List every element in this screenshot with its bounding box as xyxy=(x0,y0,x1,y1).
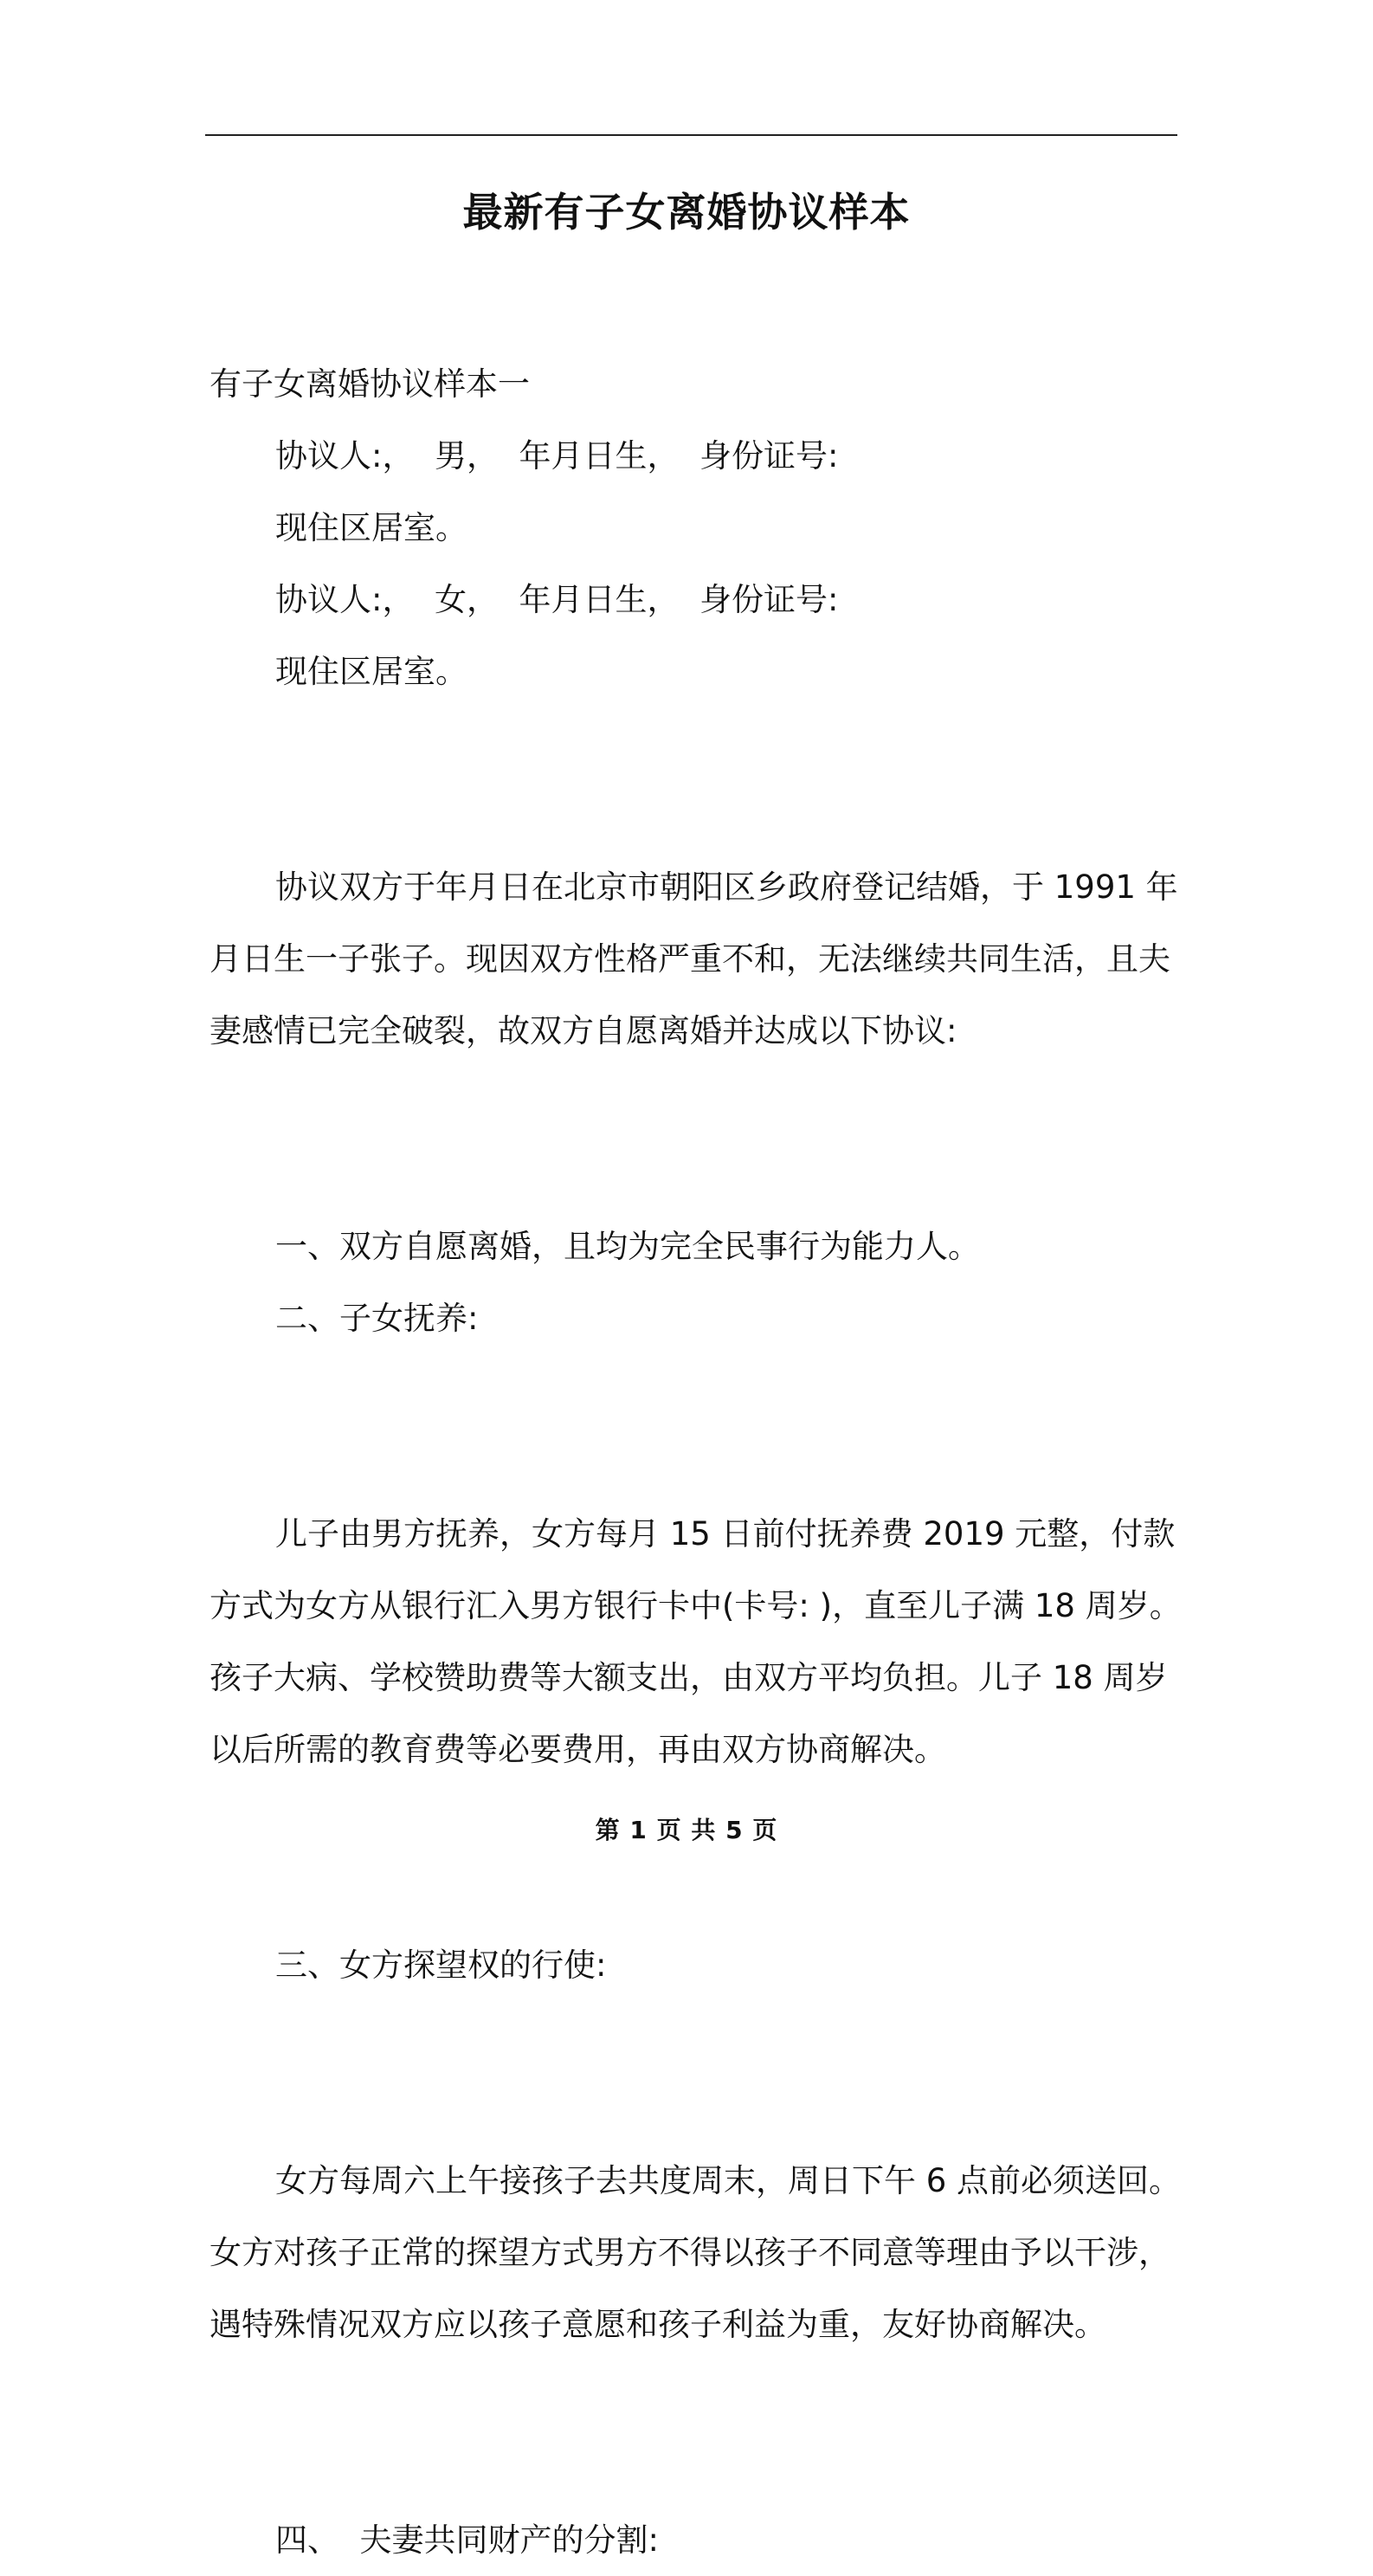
clause-3-line: 遇特殊情况双方应以孩子意愿和孩子利益为重，友好协商解决。 xyxy=(209,2306,1106,2343)
clause-3-line: 女方每周六上午接孩子去共度周末，周日下午 6 点前必须送回。 xyxy=(275,2162,1182,2199)
clause-3-line: 女方对孩子正常的探望方式男方不得以孩子不同意等理由予以干涉， xyxy=(209,2234,1170,2271)
document-title: 最新有子女离婚协议样本 xyxy=(462,189,911,236)
section-heading: 有子女离婚协议样本一 xyxy=(209,365,530,403)
document-body xyxy=(209,348,1181,2576)
intro-line: 妻感情已完全破裂，故双方自愿离婚并达成以下协议: xyxy=(209,1012,957,1049)
clause-4-heading: 四、 夫妻共同财产的分割: xyxy=(275,2521,659,2559)
page-footer: 第 1 页 共 5 页 xyxy=(595,1816,778,1844)
party1-address: 现住区居室。 xyxy=(275,509,467,546)
party2-info: 协议人:， 女， 年月日生， 身份证号: xyxy=(275,581,839,618)
intro-line: 协议双方于年月日在北京市朝阳区乡政府登记结婚，于 1991 年 xyxy=(275,868,1178,906)
header-rule xyxy=(205,134,1177,136)
clause-2-line: 儿子由男方抚养，女方每月 15 日前付抚养费 2019 元整，付款 xyxy=(275,1515,1176,1553)
clause-2-heading: 二、子女抚养: xyxy=(275,1300,479,1337)
intro-line: 月日生一子张子。现因双方性格严重不和，无法继续共同生活，且夫 xyxy=(209,940,1170,978)
clause-2-line: 孩子大病、学校赞助费等大额支出，由双方平均负担。儿子 18 周岁 xyxy=(209,1659,1168,1696)
party2-address: 现住区居室。 xyxy=(275,653,467,690)
clause-2-line: 方式为女方从银行汇入男方银行卡中(卡号: )，直至儿子满 18 周岁。 xyxy=(209,1587,1182,1624)
party1-info: 协议人:， 男， 年月日生， 身份证号: xyxy=(275,437,839,475)
clause-3-heading: 三、女方探望权的行使: xyxy=(275,1947,607,1984)
clause-2-line: 以后所需的教育费等必要费用，再由双方协商解决。 xyxy=(209,1731,946,1768)
intro-paragraph xyxy=(209,707,1181,1211)
clause-3-body xyxy=(209,2001,1181,2504)
clause-1: 一、双方自愿离婚，且均为完全民事行为能力人。 xyxy=(275,1228,980,1265)
